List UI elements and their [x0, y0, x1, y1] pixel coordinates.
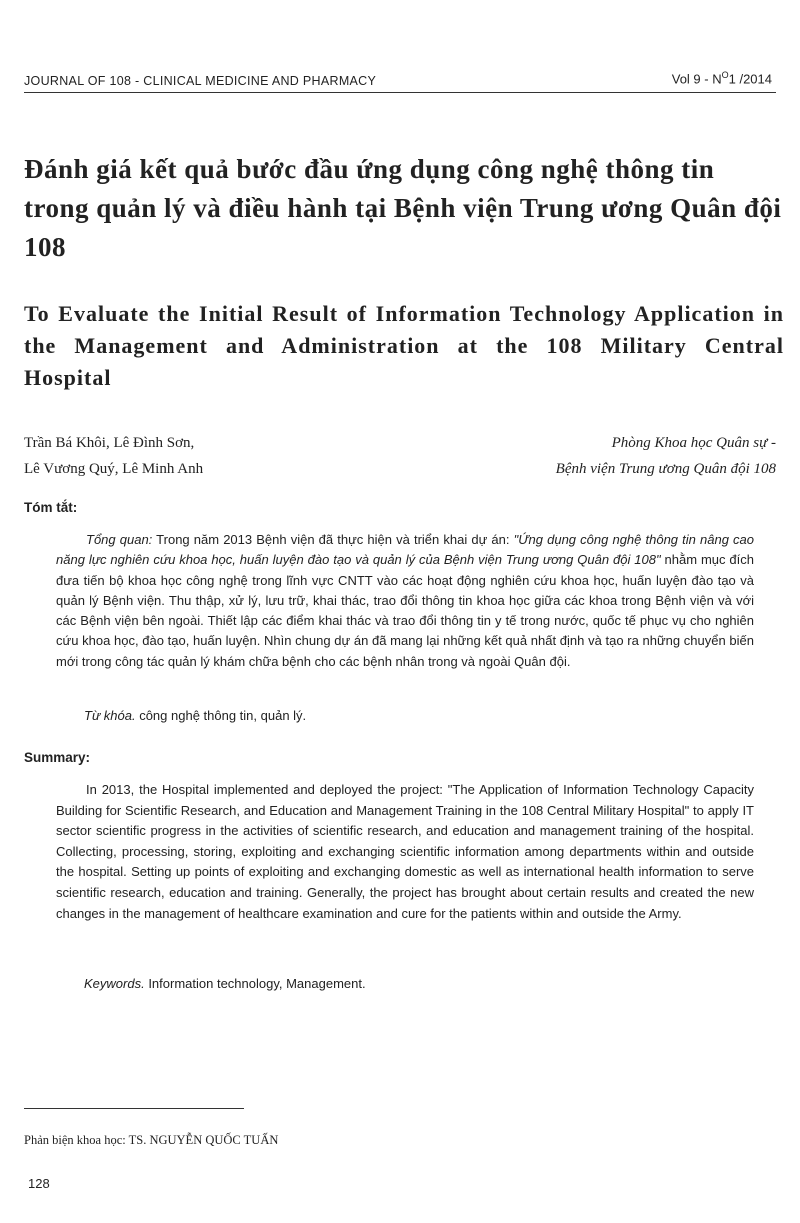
reviewer-footnote: Phản biện khoa học: TS. NGUYỄN QUỐC TUẤN — [24, 1133, 279, 1147]
summary-heading: Summary: — [24, 750, 91, 765]
affiliation-line-1: Phòng Khoa học Quân sự - — [611, 435, 776, 451]
keywords-en-lead: Keywords. — [84, 976, 145, 991]
page-number: 128 — [28, 1176, 50, 1191]
keywords-vi-text: công nghệ thông tin, quản lý. — [135, 708, 307, 723]
title-english: To Evaluate the Initial Result of Information Technology Application in the Management and Administration at the 108 Military Central Hospital — [24, 301, 784, 390]
keywords-vi — [84, 708, 306, 723]
author-line-2: Lê Vương Quý, Lê Minh Anh — [24, 461, 204, 477]
title-vietnamese: Đánh giá kết quả bước đầu ứng dụng công nghệ thông tin trong quản lý và điều hành tại Bệnh viện Trung ương Quân đội 108 — [24, 154, 782, 262]
author-line-1: Trần Bá Khôi, Lê Đình Sơn, — [24, 435, 195, 451]
header-divider — [24, 92, 776, 93]
summary-body: In 2013, the Hospital implemented and deployed the project: "The Application of Information Technology Capacity Building for Scientific Research, and Education and Management Training in the 108 Central Military Hospital" to apply IT sector scientific progress in the activities of scientific research, and education and management training of the hospital. Collecting, processing, storing, exploiting and exchanging scientific information among departments within and outside the hospital. Setting up points of exploiting and exchanging domestic as well as international health information to serve scientific research, education and training. Generally, the project has brought about certain results and created the new changes in the management of healthcare examination and cure for the patients within and outside the Army. — [56, 782, 754, 921]
abstract-vi-body — [56, 530, 754, 672]
abstract-vi-heading: Tóm tắt: — [24, 500, 78, 515]
keywords-en-text: Information technology, Management. — [144, 976, 366, 991]
footnote-divider — [24, 1108, 244, 1109]
abstract-vi-text-after: nhằm mục đích đưa tiến bộ khoa học công nghệ trong lĩnh vực CNTT vào các hoạt động nghiên cứu khoa học, huấn luyện đào tạo và quản lý Bệnh viện. Thu thập, xử lý, lưu trữ, khai thác, trao đổi thông tin khoa học giữa các khoa trong Bệnh viện và với các Bệnh viện bên ngoài. Thiết lập các điểm khai thác và trao đổi thông tin y tế trong nước, quốc tế phục vụ cho nghiên cứu khoa học, đào tạo, huấn luyện. Nhìn chung dự án đã mang lại những kết quả nhất định và tạo ra những chuyển biến mới trong công tác quản lý khám chữa bệnh cho các bệnh nhân trong và ngoài Quân đội. — [56, 552, 754, 669]
issue-prefix: Vol 9 - N — [671, 71, 722, 87]
issue-superscript: O — [721, 70, 729, 80]
author-list — [24, 430, 203, 482]
abstract-vi-project: "Ứng dụng công nghệ thông tin nâng cao năng lực nghiên cứu khoa học, huấn luyện đào tạo và quản lý của Bệnh viện Trung ương Quân đội 108" — [56, 532, 755, 568]
running-header — [24, 70, 776, 96]
keywords-vi-lead: Từ khóa. — [84, 708, 136, 723]
affiliation-line-2: Bệnh viện Trung ương Quân đội 108 — [555, 461, 776, 477]
affiliation — [556, 430, 776, 482]
abstract-vi-text-before: Trong năm 2013 Bệnh viện đã thực hiện và triển khai dự án: — [152, 532, 514, 547]
keywords-en — [84, 976, 366, 991]
issue-number — [672, 70, 772, 86]
issue-suffix: 1 /2014 — [728, 71, 772, 87]
abstract-vi-lead: Tổng quan: — [86, 532, 153, 547]
journal-name: JOURNAL OF 108 - CLINICAL MEDICINE AND PHARMACY — [24, 74, 377, 88]
